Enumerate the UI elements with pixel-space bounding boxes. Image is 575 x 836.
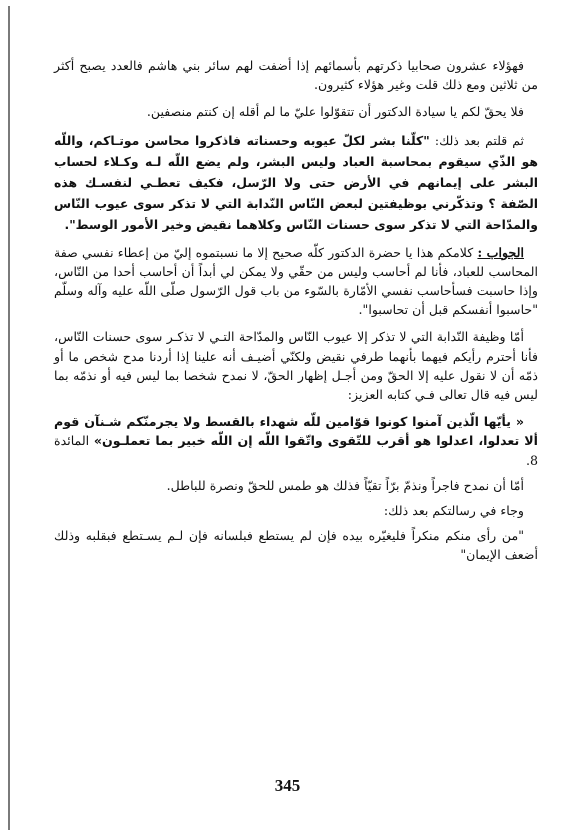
paragraph-5: أمّا وظيفة النّدابة التي لا تذكر إلا عيوب النّاس والمدّاحة التـي لا تذكـر سوى حسنات النّاس، فأنا أحترم رأيكم فيهما بأنهما طرفي نقيض ولكنّي أضيـف أنه علينا إذا أردنا مدح شخص ما أو ذمّه أن لا نقول عليه إلا الحقّ ومن أجـل إظهار الحقّ، لا نمدح شخصا بما ليس فيه أو نذمّه بما ليس فيه قال تعالى فـي كتابه العزيز: [54, 329, 538, 403]
body-text [54, 56, 538, 573]
page-number: 345 [274, 776, 301, 795]
paragraph-3 [54, 130, 538, 235]
paragraph-2: فلا يحقّ لكم يا سيادة الدكتور أن تتقوّلوا عليّ ما لم أقله إن كنتم منصفين. [146, 104, 524, 120]
paragraph-1: فهؤلاء عشرون صحابيا ذكرتهم بأسمائهم إذا أضفت لهم سائر بني هاشم فالعدد يصبح أكثر من ثلاثين ومع ذلك قلت وغير هؤلاء كثيرون. [54, 58, 538, 93]
page-edge-line [8, 6, 10, 830]
paragraph-3-intro: ثم قلتم بعد ذلك: [429, 132, 524, 148]
paragraph-4 [54, 243, 538, 320]
paragraph-9: "من رأى منكم منكراً فليغيّره بيده فإن لم يستطع فبلسانه فإن لـم يسـتطع فبقلبه وذلك أضعف الإيمان" [54, 528, 538, 563]
paragraph-7: أمّا أن نمدح فاجراً ونذمّ برّاً تقيّاً فذلك هو طمس للحقّ ونصرة للباطل. [166, 477, 524, 493]
quran-verse: « يأيّها الّذين آمنوا كونوا قوّامين للّه شهداء بالقسط ولا يجرمنّكم شـنآن قوم ألا تعدلوا، اعدلوا هو أقرب للتّقوى واتّقوا اللّه إن اللّه خبير بما تعملـون» [54, 414, 539, 449]
verse-reference: المائدة 8. [54, 433, 538, 468]
paragraph-8: وجاء في رسالتكم بعد ذلك: [383, 503, 524, 519]
paragraph-6 [54, 412, 538, 470]
answer-label: الجواب : [477, 244, 524, 260]
paragraph-4-text: كلامكم هذا يا حضرة الدكتور كلّه صحيح إلا ما نسبتموه إليّ من إعطاء نفسي صفة المحاسب للعباد، فأنا لم أحاسب وليس من حقّي ولا يمكن لي أبداً أن أحاسب أحدا من النّاس، وإذا حاسبت فسأحاسب نفسي الأمّارة بالسّوء من باب قول الرّسول صلّى اللّه عليه وآله وسلّم "حاسبوا أنفسكم قبل أن تحاسبوا". [54, 244, 538, 318]
paragraph-3-quote: "كلّنا بشر لكلّ عيوبه وحسناته فاذكروا محاسن موتـاكم، واللّه هو الذّي سيقوم بمحاسبة العباد وليس البشر، ولم يضع اللّه لـه وكـلاء لحساب البشر على إيمانهم في الأرض حتى ولا الرّسل، فكيف تعطـي لنفسـك هذه الصّفة ؟ وتذكّرني بوظيفتين لبعض النّاس النّدابة التي لا تذكر سوى عيوب النّاس والمدّاحة التي لا تذكر سوى حسنات النّاس وكلاهما نقيض وخير الأمور الوسط". [54, 132, 538, 232]
